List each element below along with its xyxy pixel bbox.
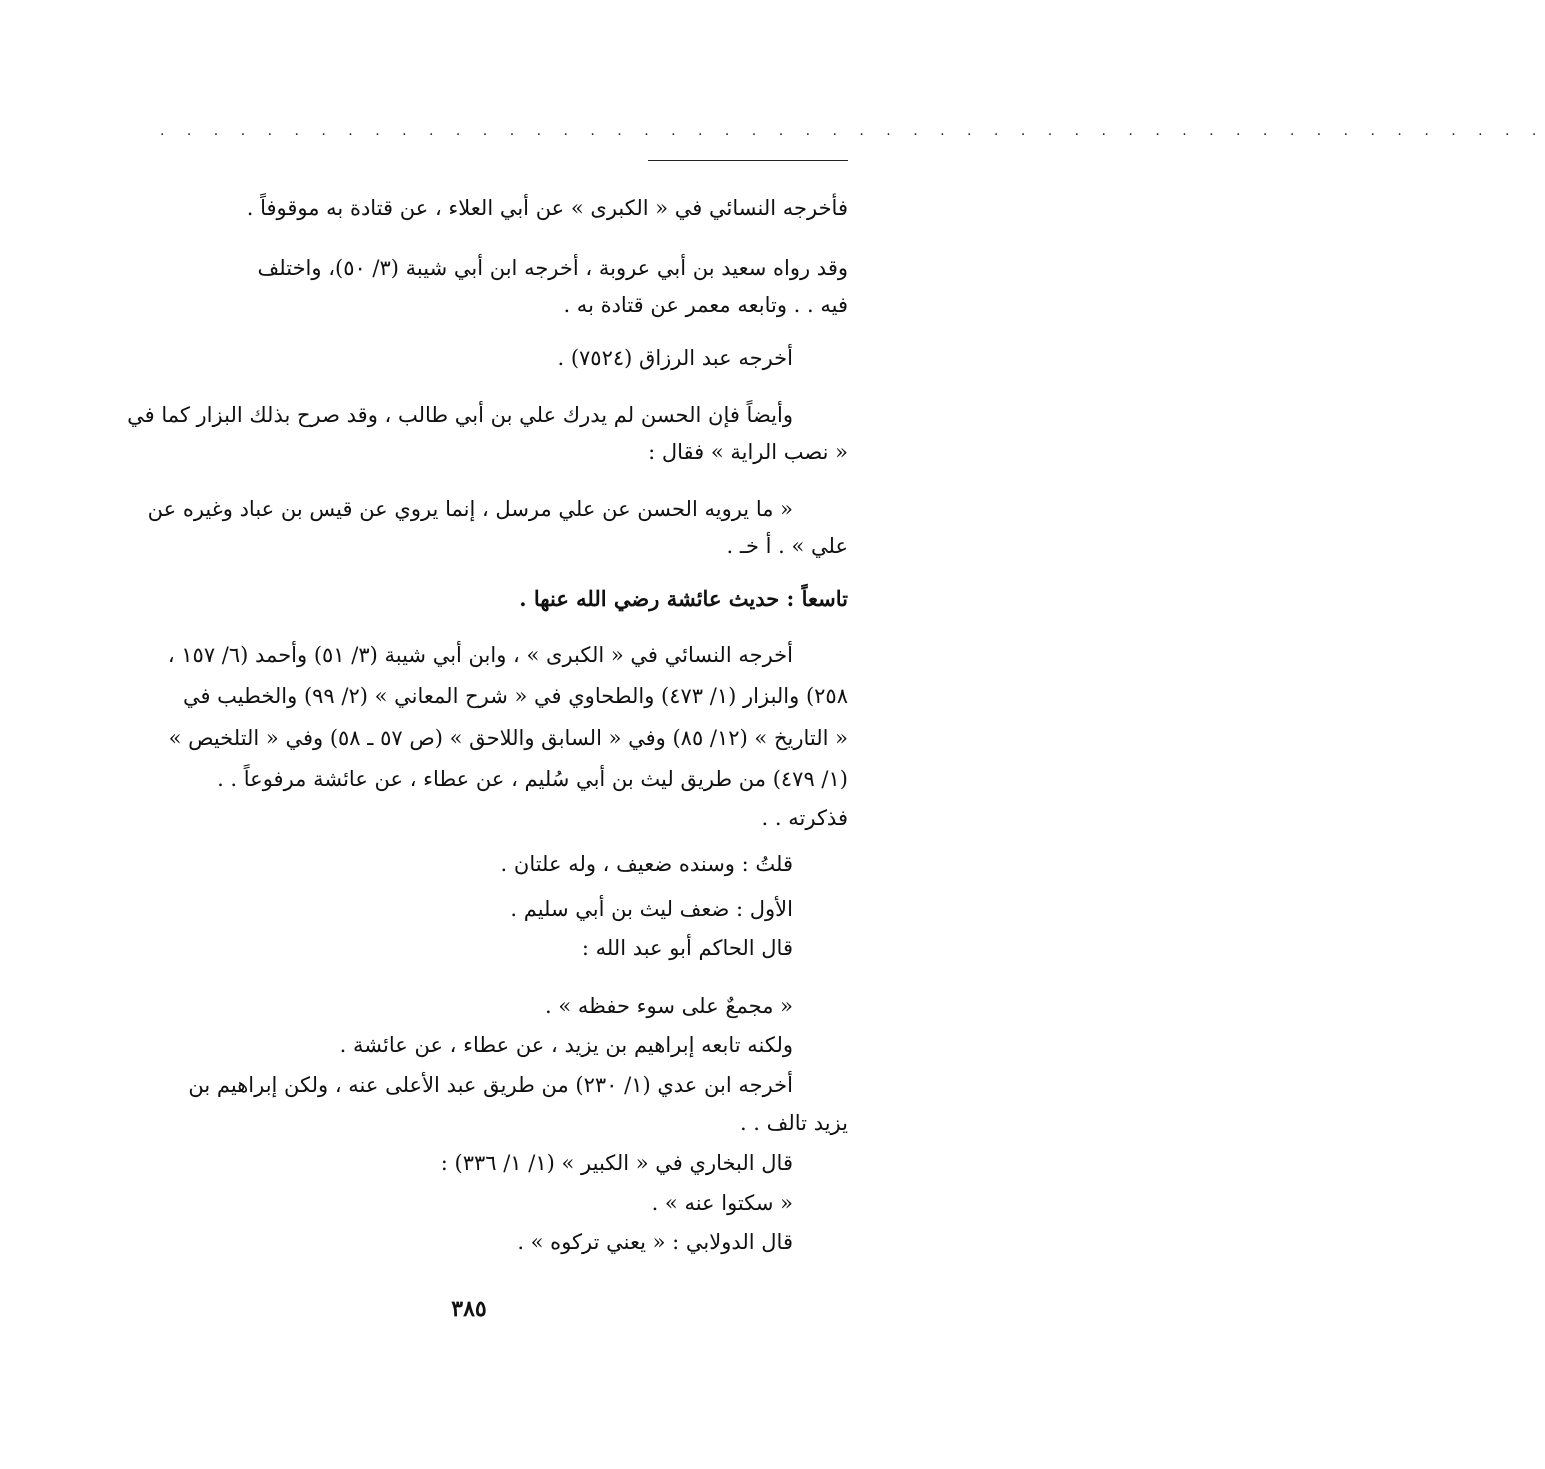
section-heading: تاسعاً : حديث عائشة رضي الله عنها . xyxy=(519,586,848,611)
text-line: قال البخاري في « الكبير » (١/ ١/ ٣٣٦) : xyxy=(440,1151,793,1175)
text-line: « ما يرويه الحسن عن علي مرسل ، إنما يروي عن قيس بن عباد وغيره عن xyxy=(147,497,793,521)
dotted-separator: . . . . . . . . . . . . . . . . . . . . . . . . . . . . . . . . . . . . . . . . . . . . . . . . . . . . xyxy=(160,123,1545,139)
text-line: فيه . . وتابعه معمر عن قتادة به . xyxy=(563,293,848,317)
text-line: قلتُ : وسنده ضعيف ، وله علتان . xyxy=(500,852,793,876)
footnote-rule xyxy=(648,160,848,161)
text-line: (١/ ٤٧٩) من طريق ليث بن أبي سُليم ، عن عطاء ، عن عائشة مرفوعاً . . xyxy=(217,767,848,791)
text-line: قال الدولابي : « يعني تركوه » . xyxy=(517,1230,793,1254)
text-line: أخرجه ابن عدي (١/ ٢٣٠) من طريق عبد الأعلى عنه ، ولكن إبراهيم بن xyxy=(188,1073,793,1097)
text-line: أخرجه عبد الرزاق (٧٥٢٤) . xyxy=(557,346,793,370)
page-number: ٣٨٥ xyxy=(451,1296,487,1322)
text-line: « نصب الراية » فقال : xyxy=(648,440,848,464)
quote-line: « مجمعٌ على سوء حفظه » . xyxy=(545,994,793,1018)
text-line: فأخرجه النسائي في « الكبرى » عن أبي العلاء ، عن قتادة به موقوفاً . xyxy=(246,196,848,220)
text-line: أخرجه النسائي في « الكبرى » ، وابن أبي شيبة (٣/ ٥١) وأحمد (٦/ ١٥٧ ، xyxy=(167,643,793,667)
text-line: وقد رواه سعيد بن أبي عروبة ، أخرجه ابن أبي شيبة (٣/ ٥٠)، واختلف xyxy=(257,256,848,280)
text-line: الأول : ضعف ليث بن أبي سليم . xyxy=(510,897,793,921)
text-line: وأيضاً فإن الحسن لم يدرك علي بن أبي طالب ، وقد صرح بذلك البزار كما في xyxy=(127,403,793,427)
text-line: يزيد تالف . . xyxy=(739,1111,848,1135)
text-line: ولكنه تابعه إبراهيم بن يزيد ، عن عطاء ، عن عائشة . xyxy=(339,1033,793,1057)
text-line: قال الحاكم أبو عبد الله : xyxy=(581,936,793,960)
text-line: ٢٥٨) والبزار (١/ ٤٧٣) والطحاوي في « شرح المعاني » (٢/ ٩٩) والخطيب في xyxy=(182,684,848,708)
text-line: « التاريخ » (١٢/ ٨٥) وفي « السابق واللاحق » (ص ٥٧ ـ ٥٨) وفي « التلخيص » xyxy=(168,726,848,750)
quote-line: « سكتوا عنه » . xyxy=(651,1191,793,1215)
text-line: علي » . أ خـ . xyxy=(726,534,848,558)
text-line: فذكرته . . xyxy=(761,806,848,830)
